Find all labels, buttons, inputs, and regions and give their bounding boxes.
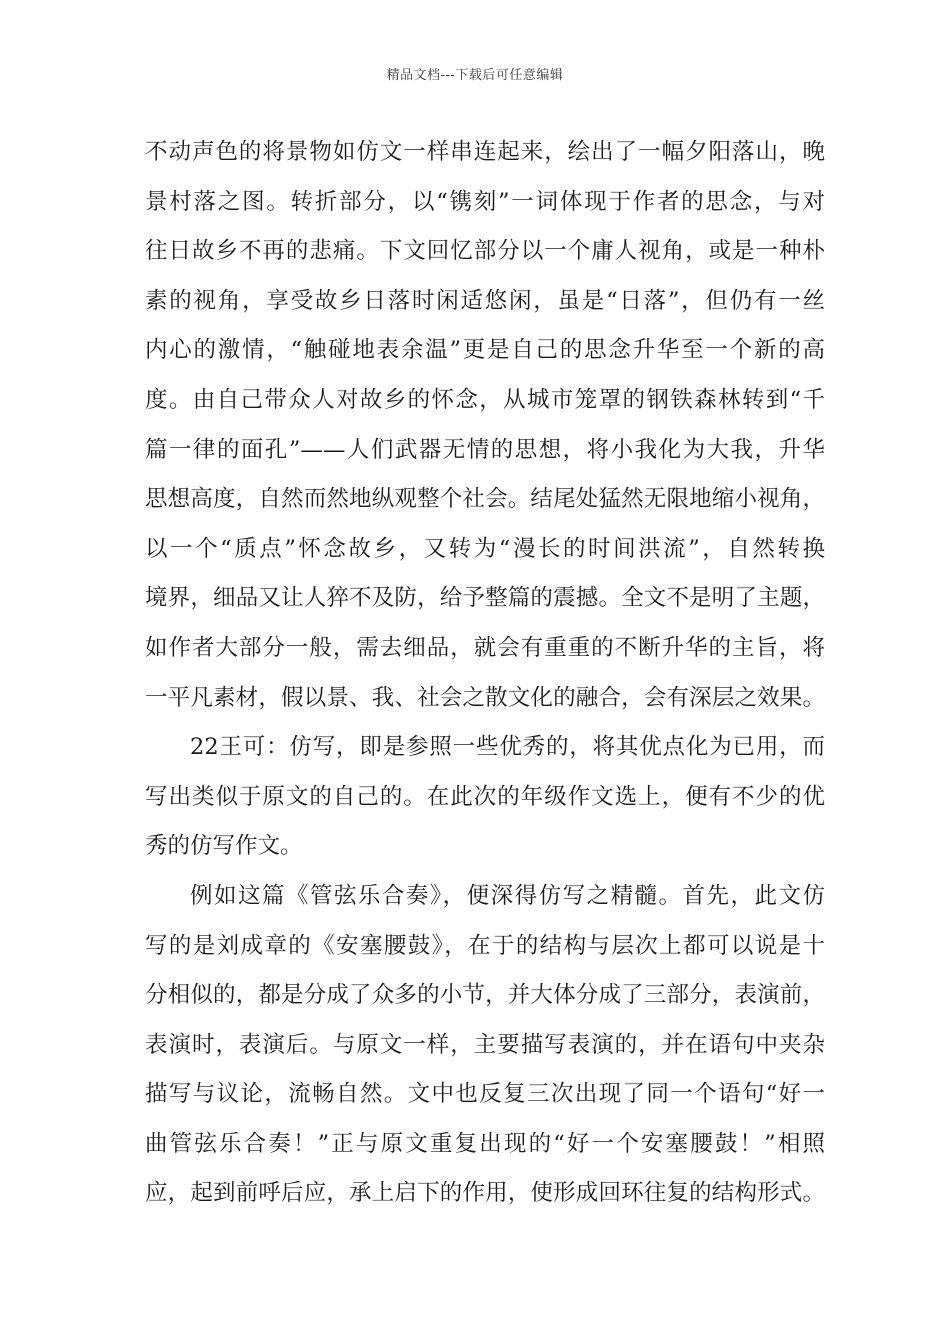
- text-line: 境界，细品又让人猝不及防，给予整篇的震撼。全文不是明了主题，: [145, 585, 825, 612]
- page-header: 精品文档---下载后可任意编辑: [386, 68, 564, 83]
- text-line: 素的视角，享受故乡日落时闲适悠闲，虽是“日落”，但仍有一丝: [145, 287, 825, 314]
- text-line: 往日故乡不再的悲痛。下文回忆部分以一个庸人视角，或是一种朴: [145, 238, 825, 265]
- document-body: [145, 128, 825, 1219]
- text-line: 度。由自己带众人对故乡的怀念，从城市笼罩的钢铁森林转到“千: [145, 386, 825, 413]
- text-line: 一平凡素材，假以景、我、社会之散文化的融合，会有深层之效果。: [145, 684, 825, 711]
- text-line: 22王可：仿写，即是参照一些优秀的，将其优点化为已用，而: [190, 734, 825, 761]
- text-line: 不动声色的将景物如仿文一样串连起来，绘出了一幅夕阳落山，晚: [145, 139, 825, 165]
- text-line: 曲管弦乐合奏！”正与原文重复出现的“好一个安塞腰鼓！”相照: [145, 1130, 825, 1157]
- text-line: 表演时，表演后。与原文一样，主要描写表演的，并在语句中夹杂: [145, 1031, 825, 1058]
- text-line: 例如这篇《管弦乐合奏》，便深得仿写之精髓。首先，此文仿: [190, 882, 825, 909]
- text-line: 思想高度，自然而然地纵观整个社会。结尾处猛然无限地缩小视角，: [145, 486, 825, 513]
- text-line: 写的是刘成章的《安塞腰鼓》，在于的结构与层次上都可以说是十: [145, 932, 825, 959]
- text-line: 秀的仿写作文。: [145, 833, 303, 860]
- paragraph-3: [145, 872, 825, 1219]
- paragraph-2: [145, 723, 825, 872]
- paragraph-1: [145, 128, 825, 723]
- text-line: 应，起到前呼后应，承上启下的作用，使形成回环往复的结构形式。: [145, 1180, 825, 1207]
- text-line: 以一个“质点”怀念故乡，又转为“漫长的时间洪流”，自然转换: [145, 535, 825, 562]
- text-line: 写出类似于原文的自己的。在此次的年级作文选上，便有不少的优: [145, 783, 825, 810]
- text-line: 内心的激情，“触碰地表余温”更是自己的思念升华至一个新的高: [145, 337, 825, 364]
- text-line: 分相似的，都是分成了众多的小节，并大体分成了三部分，表演前，: [145, 982, 825, 1009]
- text-line: 如作者大部分一般，需去细品，就会有重重的不断升华的主旨，将: [145, 634, 825, 661]
- text-line: 篇一律的面孔”——人们武器无情的思想，将小我化为大我，升华: [145, 436, 825, 463]
- text-line: 景村落之图。转折部分，以“镌刻”一词体现于作者的思念，与对: [145, 188, 825, 215]
- text-line: 描写与议论，流畅自然。文中也反复三次出现了同一个语句“好一: [145, 1081, 825, 1108]
